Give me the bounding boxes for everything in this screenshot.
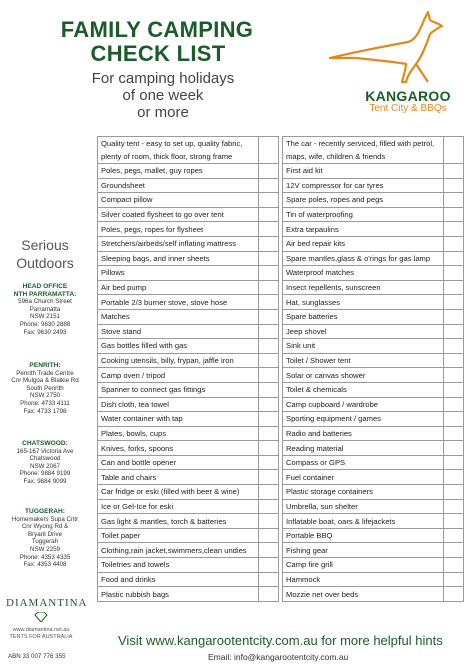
store-heading: PENRITH:	[29, 362, 61, 369]
partner-url[interactable]: www.diamantina.net.au	[12, 627, 70, 633]
checklist-item-right: Extra tarpaulins	[283, 222, 444, 237]
checkbox-left[interactable]	[259, 295, 279, 310]
partner-tagline: TENTS FOR AUSTRALIA	[9, 634, 73, 640]
slogan-line2: Outdoors	[16, 255, 74, 271]
checkbox-right[interactable]	[444, 485, 464, 500]
checkbox-left[interactable]	[259, 222, 279, 237]
footer-visit-suffix: for more helpful hints	[321, 633, 443, 648]
checkbox-right[interactable]	[444, 572, 464, 587]
kangaroo-icon	[316, 8, 466, 90]
checklist-item-left: Stretchers/airbeds/self inflating mattress	[98, 236, 259, 251]
footer-visit-prefix: Visit	[118, 633, 143, 648]
checklist-row	[98, 382, 464, 397]
checkbox-left[interactable]	[259, 236, 279, 251]
checkbox-left[interactable]	[259, 164, 279, 179]
checklist-item-right: Hat, sunglasses	[283, 295, 444, 310]
partner-logo	[6, 597, 88, 641]
footer-email[interactable]: Email: info@kangarootentcity.com.au	[208, 652, 349, 662]
checkbox-left[interactable]	[259, 543, 279, 558]
checklist-row	[98, 426, 464, 441]
checklist-item-left: Knives, forks, spoons	[98, 441, 259, 456]
checklist-item-right: Sporting equipment / games	[283, 412, 444, 427]
store-head-office	[0, 283, 90, 336]
page-title-line2: CHECK LIST	[90, 41, 226, 66]
checklist-row	[98, 266, 464, 281]
checklist-item-left: Car fridge or eski (filled with beer & wine)	[98, 485, 259, 500]
checkbox-right[interactable]	[444, 266, 464, 281]
store-heading: NTH PARRAMATTA:	[13, 290, 77, 298]
store-line: Phone: 9630 2888	[19, 320, 71, 328]
checklist-item-right: Insect repellents, sunscreen	[283, 280, 444, 295]
checklist-item-right: Waterproof matches	[283, 266, 444, 281]
checkbox-right[interactable]	[444, 426, 464, 441]
checkbox-right[interactable]	[444, 137, 464, 164]
checkbox-left[interactable]	[259, 499, 279, 514]
checklist-row	[98, 309, 464, 324]
checklist-row	[98, 353, 464, 368]
checkbox-left[interactable]	[259, 207, 279, 222]
checklist-item-left: Stove stand	[98, 324, 259, 339]
store-penrith	[0, 362, 90, 415]
footer-visit	[118, 633, 443, 648]
store-heading: HEAD OFFICE	[22, 283, 68, 290]
checklist-row	[98, 236, 464, 251]
store-line: Homemakers Supa Cntr	[11, 515, 79, 523]
checklist-item-left: Plates, bowls, cups	[98, 426, 259, 441]
checklist-row	[98, 441, 464, 456]
checkbox-left[interactable]	[259, 572, 279, 587]
store-line: NSW 2750	[30, 392, 60, 400]
checkbox-right[interactable]	[444, 207, 464, 222]
checklist-item-left: Toilet paper	[98, 528, 259, 543]
store-line: 165-167 Victoria Ave	[16, 447, 74, 455]
checkbox-left[interactable]	[259, 412, 279, 427]
checklist-row	[98, 499, 464, 514]
checklist-item-left: Water container with tap	[98, 412, 259, 427]
checklist-row	[98, 251, 464, 266]
store-line: Parramatta	[29, 305, 61, 313]
checklist-item-right: The car - recently serviced, filled with petrol, maps, wife, children & friends	[283, 137, 444, 164]
checklist-item-right: Tin of waterproofing	[283, 207, 444, 222]
checklist-item-right: Umbrella, sun shelter	[283, 499, 444, 514]
checklist-item-right: Plastic storage containers	[283, 485, 444, 500]
checkbox-left[interactable]	[259, 587, 279, 602]
footer-url-link[interactable]: www.kangarootentcity.com.au	[145, 633, 318, 648]
checklist-item-left: Table and chairs	[98, 470, 259, 485]
store-line: Fax: 4353 4408	[23, 561, 67, 569]
checkbox-left[interactable]	[259, 368, 279, 383]
store-line: Chatswood	[29, 455, 61, 463]
checkbox-left[interactable]	[259, 280, 279, 295]
checklist-item-right: Inflatable boat, oars & lifejackets	[283, 514, 444, 529]
store-heading: TUGGERAH:	[25, 508, 65, 515]
checkbox-right[interactable]	[444, 178, 464, 193]
checklist-item-right: Portable BBQ	[283, 528, 444, 543]
subtitle-line3: or more	[137, 104, 189, 121]
checkbox-left[interactable]	[259, 309, 279, 324]
store-line: NSW 2259	[30, 545, 60, 553]
checkbox-left[interactable]	[259, 339, 279, 354]
store-line: Phone: 4733 4111	[20, 399, 70, 407]
checklist-row	[98, 222, 464, 237]
checklist-item-left: Quality tent - easy to set up, quality fabric, plenty of room, thick floor, strong frame	[98, 137, 259, 164]
checklist-item-right: Spare poles, ropes and pegs	[283, 193, 444, 208]
store-line: NSW 2151	[30, 313, 60, 321]
abn-number: ABN 33 007 776 355	[8, 653, 66, 660]
checkbox-left[interactable]	[259, 397, 279, 412]
checklist-row	[98, 193, 464, 208]
checklist-item-left: Gas bottles filled with gas	[98, 339, 259, 354]
checkbox-right[interactable]	[444, 499, 464, 514]
checkbox-left[interactable]	[259, 193, 279, 208]
checkbox-left[interactable]	[259, 251, 279, 266]
checklist-item-left: Pillows	[98, 266, 259, 281]
subtitle-line2: of one week	[122, 87, 204, 104]
slogan	[0, 236, 90, 272]
checklist-item-left: Ice or Gel-Ice for eski	[98, 499, 259, 514]
store-chatswood	[0, 440, 90, 486]
checklist-item-left: Matches	[98, 309, 259, 324]
checklist-item-right: Toilet & chemicals	[283, 382, 444, 397]
checklist-item-left: Portable 2/3 burner stove, stove hose	[98, 295, 259, 310]
checklist-item-left: Camp oven / tripod	[98, 368, 259, 383]
store-line: Phone: 4353 4335	[19, 553, 71, 561]
checklist-row	[98, 558, 464, 573]
store-line: Tuggerah	[31, 538, 59, 546]
checkbox-right[interactable]	[444, 222, 464, 237]
store-line: Cnr Wyong Rd &	[21, 523, 69, 531]
checklist-item-right: Spare mantles,glass & o'rings for gas lamp	[283, 251, 444, 266]
store-line: Fax: 4733 1798	[23, 407, 67, 415]
store-line: NSW 2067	[30, 462, 60, 470]
checkbox-right[interactable]	[444, 368, 464, 383]
checkbox-left[interactable]	[259, 353, 279, 368]
checkbox-left[interactable]	[259, 485, 279, 500]
checkbox-left[interactable]	[259, 528, 279, 543]
checkbox-right[interactable]	[444, 309, 464, 324]
checklist-row	[98, 280, 464, 295]
checkbox-right[interactable]	[444, 236, 464, 251]
checkbox-left[interactable]	[259, 426, 279, 441]
store-line: 596a Church Street	[18, 298, 72, 306]
checklist-item-left: Sleeping bags, and inner sheets	[98, 251, 259, 266]
checkbox-right[interactable]	[444, 251, 464, 266]
store-tuggerah	[0, 508, 90, 569]
checklist-item-left: Clothing,rain jacket,swimmers,clean undies	[98, 543, 259, 558]
checklist-item-right: Toilet / Shower tent	[283, 353, 444, 368]
checklist-item-left: Food and drinks	[98, 572, 259, 587]
checkbox-right[interactable]	[444, 353, 464, 368]
checklist-item-right: Jeep shovel	[283, 324, 444, 339]
checklist-item-right: Mozzie net over beds	[283, 587, 444, 602]
checklist-item-left: Plastic rubbish bags	[98, 587, 259, 602]
checkbox-right[interactable]	[444, 295, 464, 310]
diamond-icon	[34, 612, 48, 622]
brand-logo	[360, 88, 456, 114]
checklist-row	[98, 368, 464, 383]
checklist-item-right: Sink unit	[283, 339, 444, 354]
checklist-item-left: Spanner to connect gas fittings	[98, 382, 259, 397]
checklist-item-left: Gas light & mantles, torch & batteries	[98, 514, 259, 529]
checkbox-right[interactable]	[444, 543, 464, 558]
checklist-row	[98, 543, 464, 558]
checklist-item-left: Poles, pegs, mallet, guy ropes	[98, 164, 259, 179]
checklist-item-left: Can and bottle opener	[98, 455, 259, 470]
checkbox-left[interactable]	[259, 514, 279, 529]
brand-tagline: Tent City & BBQs	[369, 103, 447, 114]
checkbox-right[interactable]	[444, 558, 464, 573]
checklist-row	[98, 514, 464, 529]
store-line: Bryant Drive	[27, 530, 63, 538]
checklist-item-left: Groundsheet	[98, 178, 259, 193]
checklist-row	[98, 178, 464, 193]
checklist-item-right: Spare batteries	[283, 309, 444, 324]
checkbox-left[interactable]	[259, 266, 279, 281]
checklist-row	[98, 587, 464, 602]
checklist-row	[98, 412, 464, 427]
checklist-item-right: Fishing gear	[283, 543, 444, 558]
checkbox-left[interactable]	[259, 470, 279, 485]
checkbox-right[interactable]	[444, 514, 464, 529]
store-line: Penrith Trade Centre	[16, 369, 74, 377]
checkbox-left[interactable]	[259, 178, 279, 193]
store-heading: CHATSWOOD:	[22, 440, 68, 447]
checklist-item-left: Cooking utensils, billy, frypan, jaffle iron	[98, 353, 259, 368]
checklist-item-right: Camp fire grill	[283, 558, 444, 573]
page-title-line1: FAMILY CAMPING	[60, 17, 254, 42]
checklist-row	[98, 137, 464, 164]
store-line: South Penrith	[26, 384, 64, 392]
store-line: Fax: 9884 9099	[23, 477, 67, 485]
partner-name: DIAMANTINA	[6, 597, 88, 609]
checkbox-right[interactable]	[444, 324, 464, 339]
subtitle-line1: For camping holidays	[91, 70, 235, 87]
checklist-item-right: 12V compressor for car tyres	[283, 178, 444, 193]
checklist-item-right: Radio and batteries	[283, 426, 444, 441]
checkbox-right[interactable]	[444, 587, 464, 602]
store-line: Phone: 9884 9199	[19, 470, 71, 478]
checklist-item-right: Compass or GPS	[283, 455, 444, 470]
store-line: Cnr Mulgoa & Blaikie Rd	[11, 377, 79, 385]
store-line: Fax: 9630 2493	[23, 328, 67, 336]
checkbox-left[interactable]	[259, 441, 279, 456]
checkbox-right[interactable]	[444, 280, 464, 295]
checklist-item-right: Reading material	[283, 441, 444, 456]
checkbox-left[interactable]	[259, 137, 279, 164]
checklist-row	[98, 528, 464, 543]
checkbox-left[interactable]	[259, 324, 279, 339]
checklist-row	[98, 572, 464, 587]
checklist-row	[98, 207, 464, 222]
checklist-row	[98, 470, 464, 485]
checklist-item-right: Hammock	[283, 572, 444, 587]
checklist-item-right: Air bed repair kits	[283, 236, 444, 251]
slogan-line1: Serious	[21, 237, 69, 253]
checkbox-right[interactable]	[444, 455, 464, 470]
checkbox-right[interactable]	[444, 397, 464, 412]
checkbox-right[interactable]	[444, 339, 464, 354]
checklist-item-right: Camp cupboard / wardrobe	[283, 397, 444, 412]
checkbox-right[interactable]	[444, 164, 464, 179]
checklist-row	[98, 485, 464, 500]
checklist-item-left: Poles, pegs, ropes for flysheet	[98, 222, 259, 237]
checkbox-right[interactable]	[444, 441, 464, 456]
checklist-row	[98, 397, 464, 412]
checkbox-right[interactable]	[444, 382, 464, 397]
checklist-row	[98, 339, 464, 354]
checkbox-left[interactable]	[259, 382, 279, 397]
checklist-row	[98, 164, 464, 179]
checklist-table	[97, 136, 464, 602]
checkbox-right[interactable]	[444, 412, 464, 427]
checklist-row	[98, 324, 464, 339]
checklist-item-left: Compact pillow	[98, 193, 259, 208]
checkbox-right[interactable]	[444, 193, 464, 208]
checklist-item-right: Fuel container	[283, 470, 444, 485]
checkbox-right[interactable]	[444, 470, 464, 485]
checklist-row	[98, 455, 464, 470]
checklist-item-right: Solar or canvas shower	[283, 368, 444, 383]
checklist-item-left: Air bed pump	[98, 280, 259, 295]
brand-name: KANGAROO	[365, 88, 451, 104]
checkbox-left[interactable]	[259, 455, 279, 470]
checklist-item-right: First aid kit	[283, 164, 444, 179]
checklist-item-left: Dish cloth, tea towel	[98, 397, 259, 412]
checklist-item-left: Silver coated flysheet to go over tent	[98, 207, 259, 222]
checklist-item-left: Toiletries and towels	[98, 558, 259, 573]
checkbox-left[interactable]	[259, 558, 279, 573]
checkbox-right[interactable]	[444, 528, 464, 543]
checklist-row	[98, 295, 464, 310]
